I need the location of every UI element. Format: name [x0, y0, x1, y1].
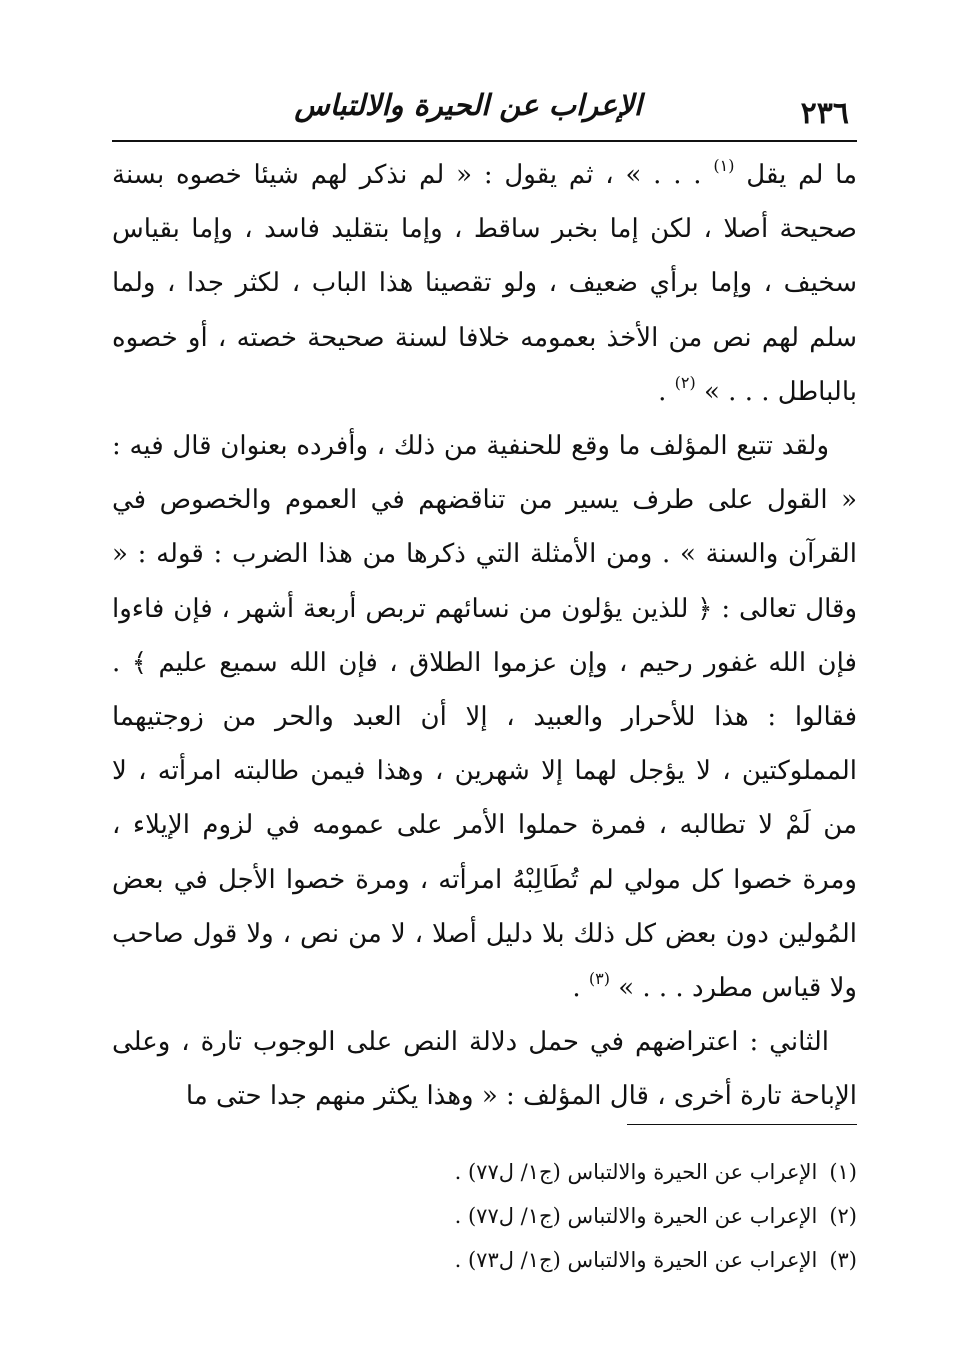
page-number: ٢٣٦ — [800, 96, 849, 131]
paragraph-1-text-a: ما لم يقل — [746, 160, 858, 190]
footnote-text: الإعراب عن الحيرة والالتباس (ج١/ ل٧٧) . — [454, 1160, 818, 1184]
paragraph-3-text-a: الثاني : اعتراضهم في حمل دلالة النص على الوجوب تارة ، وعلى الإباحة تارة أخرى ، قال المؤلف : « وهذا يكثر منهم جدا حتى ما — [112, 1027, 857, 1112]
paragraph-2 — [112, 419, 857, 1015]
footnote-number: (٣) — [829, 1248, 857, 1272]
footnote-ref-1[interactable]: (١) — [713, 156, 735, 175]
paragraph-3 — [112, 1015, 857, 1123]
footnote-ref-2[interactable]: (٢) — [674, 372, 696, 392]
footnote-text: الإعراب عن الحيرة والالتباس (ج١/ ل٧٧) . — [454, 1204, 818, 1228]
paragraph-1-text-b: . . . » ، ثم يقول : « لم نذكر لهم شيئا خصوه بسنة صحيحة أصلا ، لكن إما بخبر ساقط ، وإما بتقليد فاسد ، وإما بقياس سخيف ، وإما برأي ضعيف ، ولو تقصينا هذا الباب ، لكثر جدا ، ولما سلم لهم نص من الأخذ بعمومه خلافا لسنة صحيحة خصته ، أو خصوه بالباطل . . . » — [112, 160, 857, 407]
header-divider — [112, 140, 857, 142]
footnote-divider — [627, 1124, 857, 1125]
main-text — [112, 148, 857, 1124]
paragraph-2-text-c: . — [572, 973, 581, 1004]
footnote-number: (٢) — [829, 1204, 857, 1228]
footnotes — [112, 1150, 857, 1282]
footnote-2 — [112, 1194, 857, 1238]
paragraph-2-text-a: ولقد تتبع المؤلف ما وقع للحنفية من ذلك ، وأفرده بعنوان قال فيه : « القول على طرف يسير من تناقضهم في العموم والخصوص في القرآن والسنة » . ومن الأمثلة التي ذكرها من هذا الضرب : قوله : « وقال تعالى : ﴿ للذين يؤلون من نسائهم تربص أربعة أشهر ، فإن فاءوا فإن الله غفور رحيم ، وإن عزموا الطلاق ، فإن الله سميع عليم ﴾ . فقالوا : هذا للأحرار والعبيد ، إلا أن العبد والحر من زوجتيهما المملوكتين ، لا يؤجل لهما إلا شهرين ، وهذا فيمن طالبته امرأته ، لا من لَمْ لا تطالبه ، فمرة حملوا الأمر على عمومه في لزوم الإيلاء ، ومرة خصوا كل مولي لم تُطَالِبْهُ امرأته ، ومرة خصوا الأجل في بعض المُولين دون بعض كل ذلك بلا دليل أصلا ، لا من نص ، ولا قول صاحب ولا قياس مطرد . . . » — [112, 431, 857, 1004]
running-title: الإعراب عن الحيرة والالتباس — [294, 88, 642, 122]
footnote-ref-3[interactable]: (٣) — [588, 969, 610, 989]
paragraph-1 — [112, 148, 857, 419]
page-header — [112, 78, 857, 136]
footnote-number: (١) — [829, 1160, 857, 1184]
footnote-3 — [112, 1238, 857, 1282]
footnote-1 — [112, 1150, 857, 1194]
paragraph-1-text-c: . — [658, 376, 667, 407]
footnote-text: الإعراب عن الحيرة والالتباس (ج١/ ل٧٣) . — [454, 1248, 818, 1272]
